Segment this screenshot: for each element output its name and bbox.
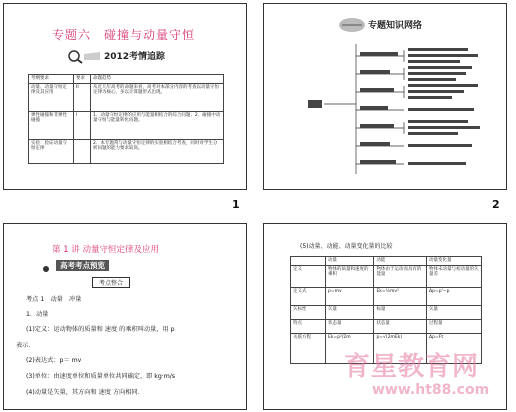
- table-cell: 过程量: [427, 319, 482, 333]
- table-cell: II: [74, 83, 91, 111]
- table-cell: 物体由于运动而具有的能量: [374, 265, 427, 287]
- slide-3-line-7: (4)动量是矢量，其方向和 速度 方向相同.: [26, 389, 140, 396]
- table-cell: 矢标性: [291, 305, 326, 319]
- table-cell: Δp=p'−p: [427, 287, 482, 305]
- decoration-icon: [40, 263, 52, 275]
- table-header: 考纲要求: [29, 75, 74, 84]
- table-header: 动能: [374, 257, 427, 266]
- table-cell: 弹性碰撞和非弹性碰撞: [29, 111, 74, 139]
- knowledge-network-diagram: [264, 4, 507, 190]
- slide-3-line-4: 表示.: [16, 342, 31, 349]
- table-cell: 1．动量守恒定律的应用与能量相结合的综合问题；2．碰撞中动量守恒与能量转化问题。: [91, 111, 224, 139]
- table-cell: 状态量: [374, 319, 427, 333]
- slide-1-title: 专题六 碰撞与动量守恒: [52, 28, 196, 42]
- slide-1-banner-text: 2012考情追踪: [104, 52, 166, 62]
- slide-1-banner: [66, 48, 176, 64]
- page-number-2: 2: [492, 198, 500, 211]
- watermark: 育星教育网: [344, 352, 480, 382]
- slide-3-banner-2: 考点整合: [92, 277, 130, 288]
- slide-2-banner-text: 专题知识网络: [368, 21, 423, 31]
- table-cell: p=√(2mEk): [374, 333, 427, 363]
- table-cell: 关联方程: [291, 333, 326, 363]
- slide-3-line-1: 考点 1 动量 冲量: [26, 296, 82, 303]
- table-header: [291, 257, 326, 266]
- slide-1[interactable]: [3, 3, 247, 190]
- table-cell: 标量: [374, 305, 427, 319]
- slide-3-line-5: (2)表达式：p＝ mv: [26, 357, 82, 364]
- slide-2[interactable]: [263, 3, 507, 190]
- table-cell: 物体的质量和速度的乘积: [326, 265, 374, 287]
- slide-3-line-2: 1．动量: [26, 311, 49, 318]
- slide-4-caption: (5)动量、动能、动量变化量的比较: [300, 243, 393, 250]
- slide-1-table: [28, 74, 224, 164]
- slide-3-banner-1: [40, 260, 150, 272]
- slide-3-line-3: (1)定义：运动物体的质量和 速度 的乘积叫动量，用 p: [26, 326, 175, 333]
- table-cell: 特点: [291, 319, 326, 333]
- table-cell: I: [74, 111, 91, 139]
- slide-3-banner-1-text: 高考考点预览: [56, 260, 109, 271]
- table-cell: Ek=p²/2m: [326, 333, 374, 363]
- table-cell: Ek=½mv²: [374, 287, 427, 305]
- table-cell: 矢量: [427, 305, 482, 319]
- table-header: 命题趋势: [91, 75, 224, 84]
- watermark-url: www.ht88.com: [372, 382, 490, 398]
- slide-3-line-6: (3)单位：由速度单位和质量单位共同确定，即 kg·m/s: [26, 373, 176, 380]
- table-cell: 实验：验证动量守恒定律: [29, 139, 74, 163]
- table-cell: 定义: [291, 265, 326, 287]
- table-cell: 矢量: [326, 305, 374, 319]
- table-cell: p=mv: [326, 287, 374, 305]
- table-cell: 状态量: [326, 319, 374, 333]
- slide-3-title: 第 1 讲 动量守恒定律及应用: [52, 245, 160, 255]
- table-cell: 从近几年高考的命题来看，高考对本部分内容的考查以动量守恒定律为核心，多以计算题形式出现。: [91, 83, 224, 111]
- table-header: 要求: [74, 75, 91, 84]
- table-cell: [74, 139, 91, 163]
- table-cell: 物体末动量与初动量的矢量差: [427, 265, 482, 287]
- table-cell: Δp=Ft: [427, 333, 482, 363]
- table-header: 动量变化量: [427, 257, 482, 266]
- table-cell: 2．本专题常与动量守恒定律的实验相结合考查，同时对学生分析问题的能力要求较高。: [91, 139, 224, 163]
- table-cell: 动量、动量守恒定律及其应用: [29, 83, 74, 111]
- slide-3[interactable]: [3, 223, 247, 410]
- page-number-1: 1: [232, 198, 240, 211]
- table-cell: 定义式: [291, 287, 326, 305]
- slide-4[interactable]: [263, 223, 507, 410]
- magnifier-icon: [66, 48, 100, 64]
- table-header: 动量: [326, 257, 374, 266]
